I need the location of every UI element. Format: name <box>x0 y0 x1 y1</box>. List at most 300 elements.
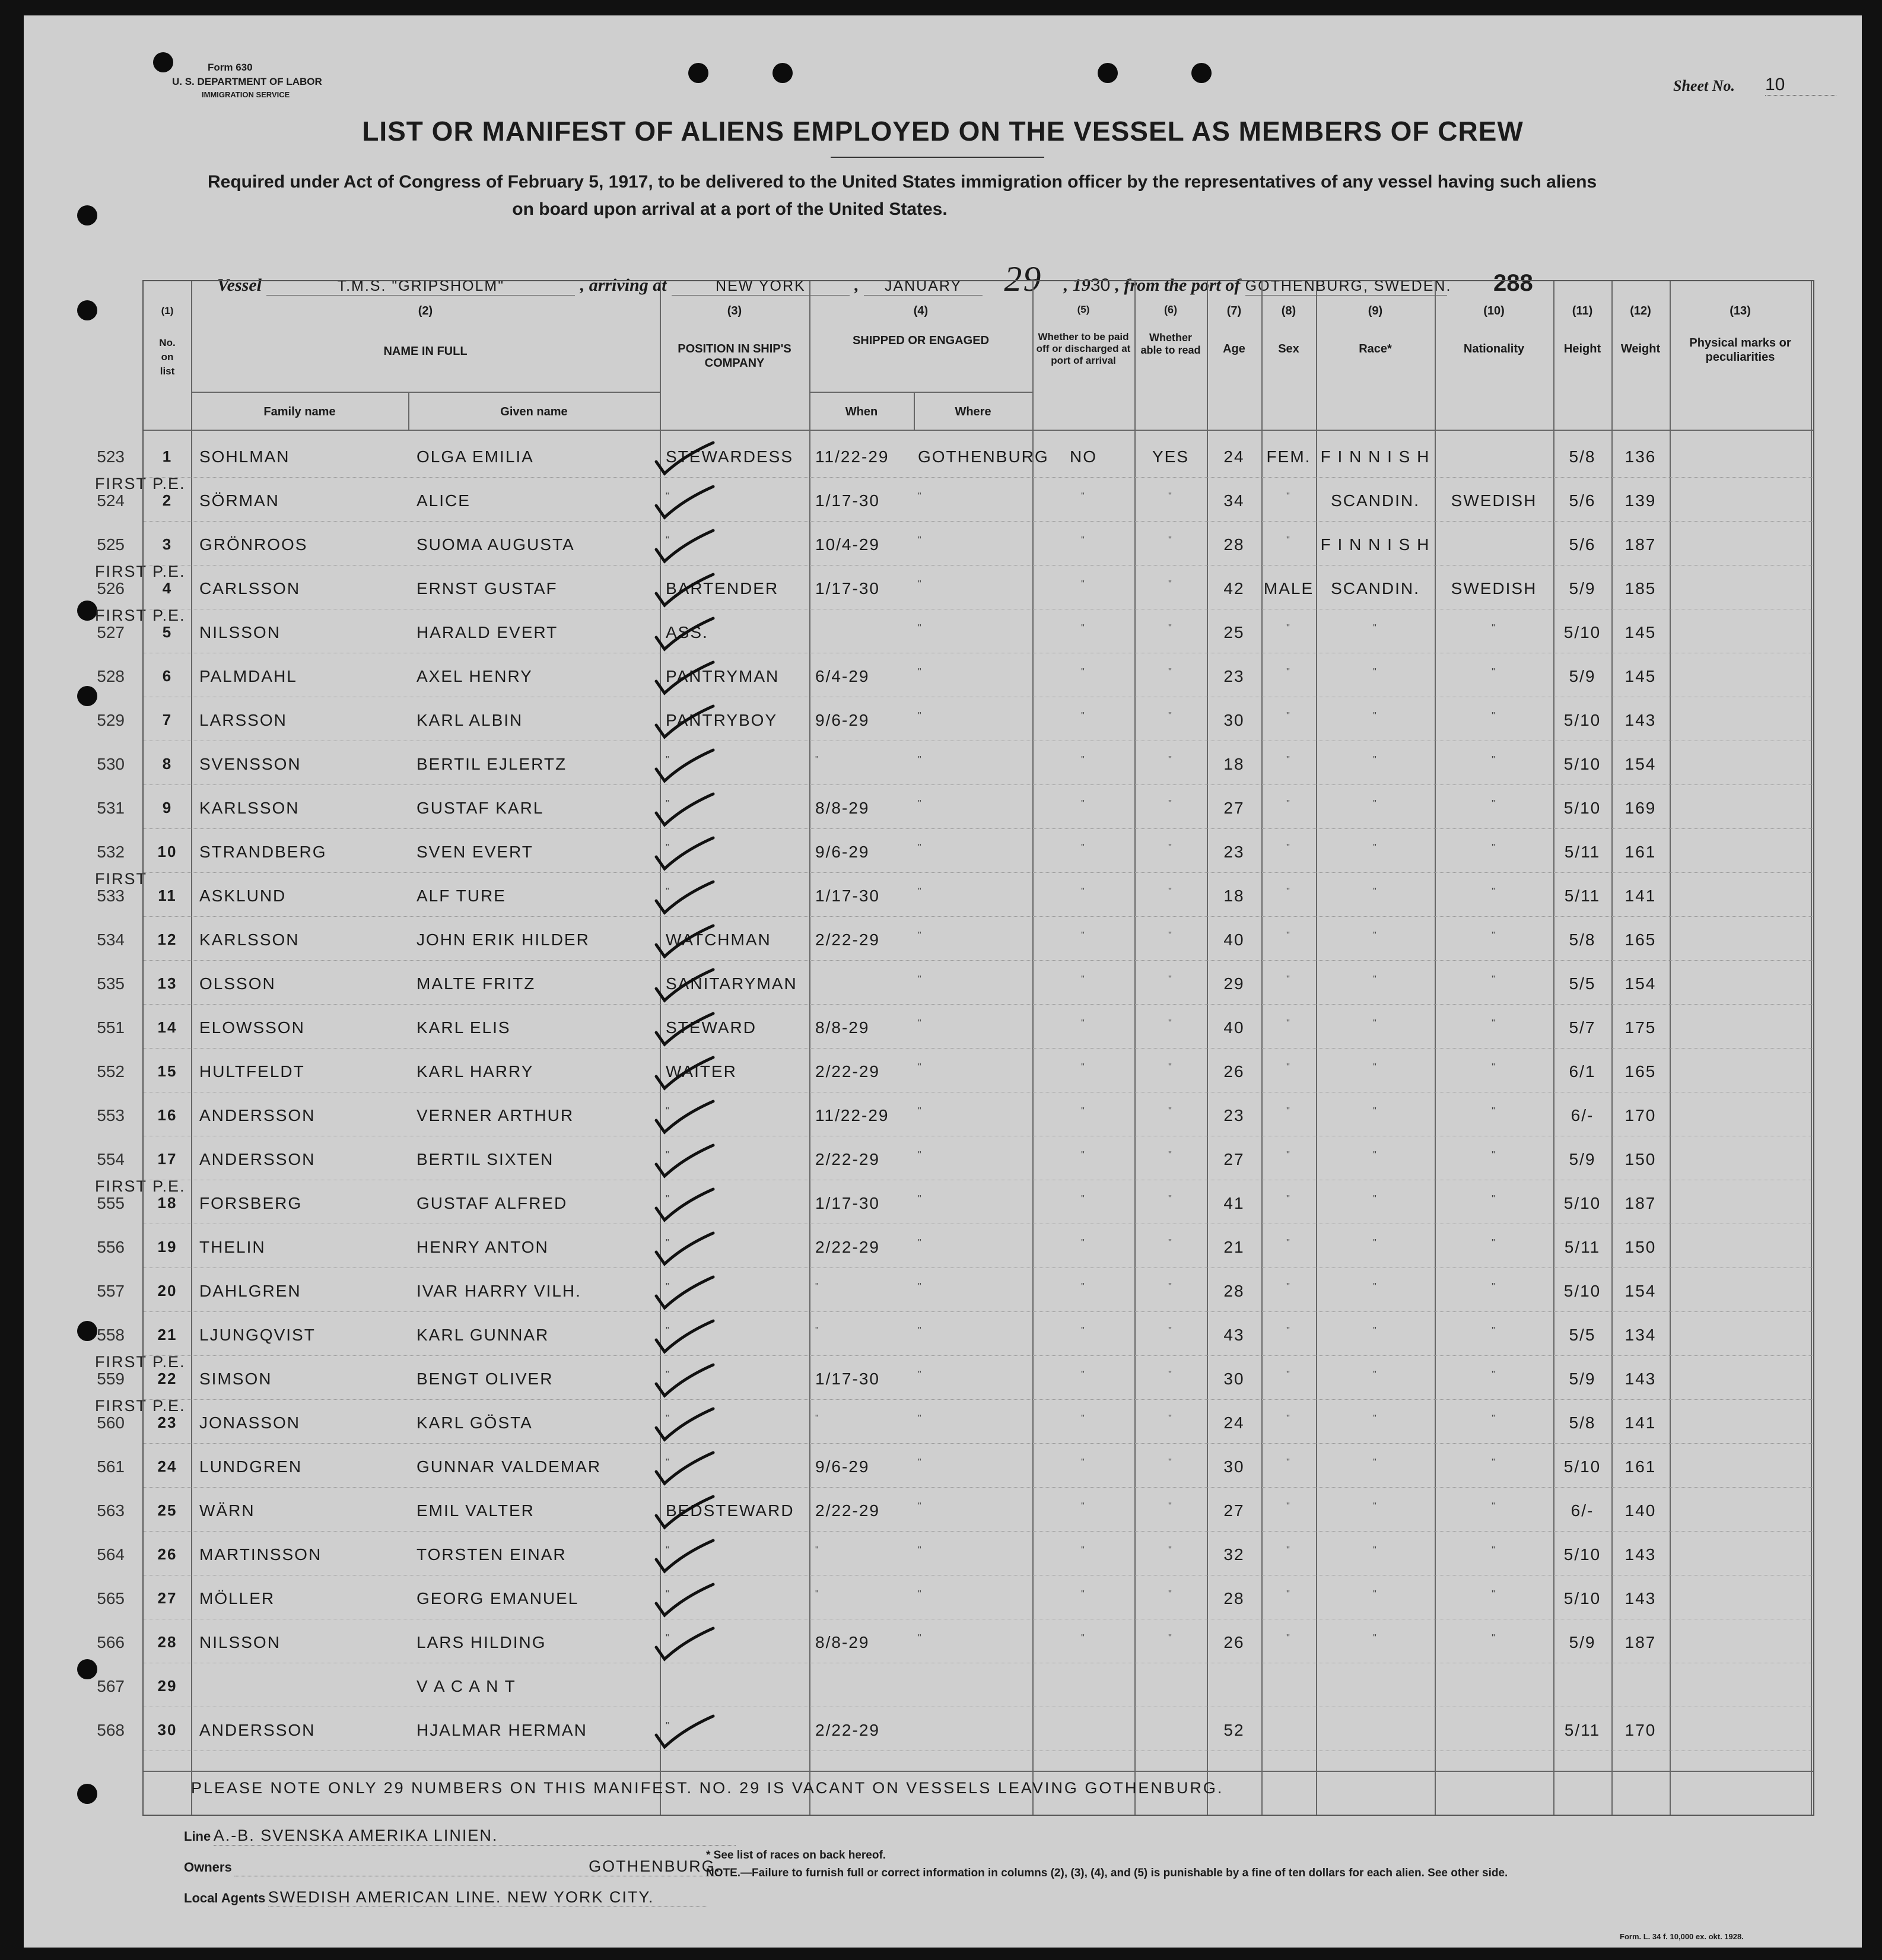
cell-when: 11/22-29 <box>815 447 889 466</box>
cell-where: " <box>918 887 923 897</box>
cell-read: " <box>1168 799 1173 809</box>
cell-given: HENRY ANTON <box>417 1238 549 1256</box>
cell-race: " <box>1373 1106 1378 1116</box>
cell-nat: " <box>1492 1018 1496 1028</box>
reference-number: 566 <box>97 1633 125 1651</box>
cell-sex: " <box>1286 1106 1291 1116</box>
cell-weight: 134 <box>1625 1326 1657 1344</box>
cell-height: 6/1 <box>1569 1062 1596 1081</box>
reference-number: 553 <box>97 1106 125 1124</box>
cell-height: 5/10 <box>1563 1457 1601 1476</box>
cell-sex: " <box>1286 755 1291 765</box>
cell-race: F I N N I S H <box>1320 535 1430 554</box>
check-mark-icon <box>654 1316 719 1358</box>
cell-nat: " <box>1492 711 1496 721</box>
check-mark-icon <box>654 965 719 1006</box>
row-rule <box>144 1487 1813 1488</box>
cell-age: 40 <box>1223 930 1245 949</box>
cell-race: " <box>1373 1633 1378 1643</box>
cell-paid: " <box>1081 974 1086 984</box>
cell-age: 26 <box>1223 1633 1245 1651</box>
cell-sex: MALE <box>1263 579 1314 598</box>
cell-when: " <box>815 1326 820 1336</box>
cell-weight: 161 <box>1625 1457 1657 1476</box>
reference-number: 556 <box>97 1238 125 1256</box>
subtitle-line2: on board upon arrival at a port of the United States. <box>512 199 948 219</box>
manifest-table <box>142 280 1814 1816</box>
arrival-day: 29 <box>1004 259 1042 298</box>
cell-position: " <box>666 1370 670 1380</box>
row-rule <box>144 1048 1813 1049</box>
punch-hole <box>688 63 708 83</box>
cell-nat: " <box>1492 1545 1496 1555</box>
check-mark-icon <box>654 657 719 699</box>
cell-position: ASS. <box>666 623 708 641</box>
reference-number: 524 <box>97 491 125 510</box>
reference-number: 555 <box>97 1194 125 1212</box>
reference-number: 532 <box>97 843 125 861</box>
cell-weight: 187 <box>1625 1633 1657 1651</box>
cell-nat: " <box>1492 1194 1496 1204</box>
cell-sex: FEM. <box>1266 447 1311 466</box>
cell-when: 9/6-29 <box>815 1457 870 1476</box>
cell-age: 23 <box>1223 1106 1245 1124</box>
cell-when: 6/4-29 <box>815 667 870 685</box>
col12-num: (12) <box>1630 304 1651 317</box>
cell-age: 40 <box>1223 1018 1245 1037</box>
cell-race: " <box>1373 1589 1378 1599</box>
cell-given: GEORG EMANUEL <box>417 1589 579 1608</box>
cell-nat: SWEDISH <box>1451 579 1537 598</box>
cell-read: " <box>1168 930 1173 941</box>
cell-when: " <box>815 1589 820 1599</box>
check-mark-icon <box>654 1360 719 1402</box>
owners-label: Owners <box>184 1860 232 1875</box>
cell-where: " <box>918 1194 923 1204</box>
cell-paid: " <box>1081 535 1086 545</box>
cell-read: " <box>1168 887 1173 897</box>
punch-hole <box>1098 63 1118 83</box>
first-pe-annotation: FIRST P.E. <box>95 475 186 493</box>
cell-weight: 150 <box>1625 1238 1657 1256</box>
cell-given: KARL GÖSTA <box>417 1413 533 1432</box>
cell-family: KARLSSON <box>199 930 300 949</box>
cell-given: IVAR HARRY VILH. <box>417 1282 581 1300</box>
cell-race: " <box>1373 755 1378 765</box>
cell-family: DAHLGREN <box>199 1282 301 1300</box>
cell-age: 32 <box>1223 1545 1245 1564</box>
cell-no: 28 <box>157 1633 177 1651</box>
cell-paid: " <box>1081 1238 1086 1248</box>
cell-sex: " <box>1286 1501 1291 1511</box>
cell-position: STEWARDESS <box>666 447 793 466</box>
cell-position: " <box>666 1545 670 1555</box>
cell-family: LUNDGREN <box>199 1457 303 1476</box>
reference-number: 529 <box>97 711 125 729</box>
cell-weight: 143 <box>1625 1545 1657 1564</box>
cell-where: " <box>918 667 923 677</box>
reference-number: 535 <box>97 974 125 993</box>
cell-position: " <box>666 1633 670 1643</box>
cell-paid: " <box>1081 1545 1086 1555</box>
sheet-label: Sheet No. <box>1673 77 1735 94</box>
cell-when: " <box>815 1545 820 1555</box>
cell-no: 25 <box>157 1501 177 1519</box>
cell-nat: SWEDISH <box>1451 491 1537 510</box>
cell-read: " <box>1168 1501 1173 1511</box>
cell-paid: " <box>1081 755 1086 765</box>
cell-given: SUOMA AUGUSTA <box>417 535 575 554</box>
check-mark-icon <box>654 1009 719 1050</box>
cell-paid: " <box>1081 491 1086 501</box>
cell-position: WATCHMAN <box>666 930 771 949</box>
cell-where: " <box>918 1589 923 1599</box>
col5-header: Whether to be paid off or discharged at port of arrival <box>1036 331 1131 366</box>
cell-nat: " <box>1492 1633 1496 1643</box>
cell-no: 9 <box>162 799 173 817</box>
cell-nat: " <box>1492 667 1496 677</box>
check-mark-icon <box>654 438 719 479</box>
col11-num: (11) <box>1572 304 1593 317</box>
cell-weight: 136 <box>1625 447 1657 466</box>
row-rule <box>144 872 1813 873</box>
reference-number: 568 <box>97 1721 125 1739</box>
line-field <box>184 1826 736 1845</box>
cell-race: " <box>1373 1018 1378 1028</box>
cell-given: ALF TURE <box>417 887 506 905</box>
cell-paid: " <box>1081 1106 1086 1116</box>
cell-family: NILSSON <box>199 623 281 641</box>
cell-read: " <box>1168 1106 1173 1116</box>
cell-where: " <box>918 799 923 809</box>
cell-where: GOTHENBURG <box>918 447 1049 466</box>
cell-given: KARL GUNNAR <box>417 1326 549 1344</box>
cell-age: 28 <box>1223 1282 1245 1300</box>
cell-given: BERTIL SIXTEN <box>417 1150 554 1168</box>
cell-weight: 143 <box>1625 711 1657 729</box>
cell-height: 5/5 <box>1569 974 1596 993</box>
check-mark-icon <box>654 614 719 655</box>
cell-read: " <box>1168 1018 1173 1028</box>
cell-height: 5/10 <box>1563 1589 1601 1608</box>
cell-when: " <box>815 1413 820 1424</box>
cell-read: " <box>1168 1633 1173 1643</box>
cell-position: " <box>666 1194 670 1204</box>
punch-hole <box>77 601 97 621</box>
check-mark-icon <box>654 833 719 875</box>
cell-age: 23 <box>1223 843 1245 861</box>
reference-number: 551 <box>97 1018 125 1037</box>
reference-number: 559 <box>97 1370 125 1388</box>
cell-given: KARL ELIS <box>417 1018 511 1037</box>
cell-family: ANDERSSON <box>199 1721 316 1739</box>
table-note: PLEASE NOTE ONLY 29 NUMBERS ON THIS MANIFEST. NO. 29 IS VACANT ON VESSELS LEAVING GOTHENBURG. <box>191 1779 1224 1797</box>
row-rule <box>144 565 1813 566</box>
year-prefix: , 19 <box>1063 275 1091 295</box>
cell-paid: " <box>1081 1194 1086 1204</box>
col9-header: Race* <box>1359 342 1392 355</box>
cell-sex: " <box>1286 887 1291 897</box>
cell-when: 8/8-29 <box>815 799 870 817</box>
punch-hole <box>1191 63 1212 83</box>
cell-no: 20 <box>157 1282 177 1300</box>
cell-where: " <box>918 1545 923 1555</box>
cell-age: 21 <box>1223 1238 1245 1256</box>
reference-number: 557 <box>97 1282 125 1300</box>
cell-sex: " <box>1286 1150 1291 1160</box>
col11-header: Height <box>1563 342 1601 355</box>
cell-where: " <box>918 579 923 589</box>
reference-number: 563 <box>97 1501 125 1520</box>
cell-height: 5/9 <box>1569 579 1596 598</box>
cell-weight: 141 <box>1625 887 1657 905</box>
cell-sex: " <box>1286 843 1291 853</box>
cell-sex: " <box>1286 1589 1291 1599</box>
cell-when: 10/4-29 <box>815 535 880 554</box>
cell-paid: " <box>1081 843 1086 853</box>
cell-height: 5/11 <box>1564 1238 1601 1256</box>
title-rule <box>831 157 1044 158</box>
cell-nat: " <box>1492 1370 1496 1380</box>
cell-age: 26 <box>1223 1062 1245 1081</box>
cell-given: HJALMAR HERMAN <box>417 1721 587 1739</box>
cell-age: 23 <box>1223 667 1245 685</box>
cell-read: " <box>1168 1282 1173 1292</box>
cell-position: " <box>666 843 670 853</box>
cell-no: 23 <box>157 1413 177 1431</box>
cell-position: WAITER <box>666 1062 737 1081</box>
cell-read: YES <box>1152 447 1190 466</box>
cell-position: " <box>666 1326 670 1336</box>
cell-sex: " <box>1286 1457 1291 1467</box>
cell-where: " <box>918 1370 923 1380</box>
cell-nat: " <box>1492 1413 1496 1424</box>
cell-weight: 187 <box>1625 1194 1657 1212</box>
cell-given: V A C A N T <box>417 1677 516 1695</box>
cell-nat: " <box>1492 1282 1496 1292</box>
check-mark-icon <box>654 1141 719 1182</box>
cell-position: " <box>666 799 670 809</box>
cell-weight: 185 <box>1625 579 1657 598</box>
reference-number: 558 <box>97 1326 125 1344</box>
punch-hole <box>77 300 97 320</box>
cell-no: 22 <box>157 1370 177 1387</box>
cell-family: LJUNGQVIST <box>199 1326 316 1344</box>
cell-sex: " <box>1286 711 1291 721</box>
cell-height: 6/- <box>1571 1501 1594 1520</box>
cell-height: 5/6 <box>1569 535 1596 554</box>
cell-nat: " <box>1492 887 1496 897</box>
punch-hole <box>772 63 793 83</box>
cell-paid: " <box>1081 1018 1086 1028</box>
cell-given: TORSTEN EINAR <box>417 1545 567 1564</box>
col6-num: (6) <box>1164 304 1177 316</box>
row-rule <box>144 1399 1813 1400</box>
cell-sex: " <box>1286 623 1291 633</box>
reference-number: 528 <box>97 667 125 685</box>
cell-nat: " <box>1492 1238 1496 1248</box>
cell-no: 21 <box>157 1326 177 1343</box>
cell-height: 5/9 <box>1569 667 1596 685</box>
department: U. S. DEPARTMENT OF LABOR <box>172 76 322 87</box>
check-mark-icon <box>654 921 719 962</box>
cell-family: ASKLUND <box>199 887 287 905</box>
reference-number: 533 <box>97 887 125 905</box>
row-rule <box>144 1443 1813 1444</box>
cell-nat: " <box>1492 1589 1496 1599</box>
cell-race: " <box>1373 843 1378 853</box>
cell-weight: 165 <box>1625 1062 1657 1081</box>
check-mark-icon <box>654 1624 719 1665</box>
cell-height: 5/11 <box>1564 1721 1601 1739</box>
cell-height: 5/10 <box>1563 711 1601 729</box>
cell-read: " <box>1168 1326 1173 1336</box>
from-label: , from the port of <box>1115 275 1241 295</box>
cell-no: 15 <box>157 1062 177 1080</box>
cell-where: " <box>918 535 923 545</box>
cell-when: " <box>815 1282 820 1292</box>
cell-sex: " <box>1286 1062 1291 1072</box>
cell-weight: 154 <box>1625 755 1657 773</box>
check-mark-icon <box>654 1228 719 1270</box>
cell-read: " <box>1168 1238 1173 1248</box>
cell-race: " <box>1373 711 1378 721</box>
cell-age: 28 <box>1223 535 1245 554</box>
cell-no: 6 <box>162 667 173 685</box>
cell-family: THELIN <box>199 1238 266 1256</box>
cell-given: GUSTAF ALFRED <box>417 1194 568 1212</box>
check-mark-icon <box>654 701 719 743</box>
cell-height: 5/8 <box>1569 447 1596 466</box>
cell-given: KARL ALBIN <box>417 711 523 729</box>
cell-where: " <box>918 1457 923 1467</box>
from-port: GOTHENBURG, SWEDEN. <box>1245 278 1452 294</box>
cell-given: KARL HARRY <box>417 1062 534 1081</box>
cell-when: 2/22-29 <box>815 1238 880 1256</box>
cell-weight: 143 <box>1625 1589 1657 1608</box>
cell-read: " <box>1168 711 1173 721</box>
vessel-label: Vessel <box>217 275 262 295</box>
cell-read: " <box>1168 843 1173 853</box>
col2a-header: Family name <box>263 405 336 418</box>
cell-weight: 143 <box>1625 1370 1657 1388</box>
cell-read: " <box>1168 755 1173 765</box>
cell-when: 11/22-29 <box>815 1106 889 1124</box>
cell-where: " <box>918 843 923 853</box>
cell-family: KARLSSON <box>199 799 300 817</box>
cell-nat: " <box>1492 799 1496 809</box>
cell-read: " <box>1168 1062 1173 1072</box>
check-mark-icon <box>654 526 719 567</box>
cell-read: " <box>1168 974 1173 984</box>
vessel-line: Vessel T.M.S. "GRIPSHOLM" , arriving at NEW YORK , JANUARY 29 , 1930 , from the port of GOTHENBURG, SWEDEN. 288 <box>217 259 1533 298</box>
cell-nat: " <box>1492 623 1496 633</box>
row-rule <box>144 960 1813 961</box>
reference-number: 554 <box>97 1150 125 1168</box>
cell-where: " <box>918 974 923 984</box>
cell-sex: " <box>1286 667 1291 677</box>
cell-age: 41 <box>1223 1194 1245 1212</box>
cell-race: " <box>1373 1238 1378 1248</box>
cell-paid: " <box>1081 579 1086 589</box>
reference-number: 534 <box>97 930 125 949</box>
cell-family: STRANDBERG <box>199 843 327 861</box>
cell-no: 4 <box>162 579 173 597</box>
reference-number: 552 <box>97 1062 125 1081</box>
check-mark-icon <box>654 1053 719 1094</box>
manifest-sheet <box>24 15 1862 1948</box>
check-mark-icon <box>654 745 719 787</box>
cell-read: " <box>1168 623 1173 633</box>
cell-when: 2/22-29 <box>815 930 880 949</box>
cell-family: FORSBERG <box>199 1194 303 1212</box>
reference-number: 560 <box>97 1413 125 1432</box>
cell-when: 2/22-29 <box>815 1501 880 1520</box>
cell-position: STEWARD <box>666 1018 756 1037</box>
cell-race: " <box>1373 623 1378 633</box>
cell-height: 5/10 <box>1563 1194 1601 1212</box>
cell-sex: " <box>1286 1282 1291 1292</box>
cell-family: PALMDAHL <box>199 667 297 685</box>
cell-sex: " <box>1286 1633 1291 1643</box>
cell-where: " <box>918 623 923 633</box>
cell-paid: NO <box>1070 447 1097 466</box>
cell-paid: " <box>1081 1457 1086 1467</box>
cell-paid: " <box>1081 1370 1086 1380</box>
cell-when: 8/8-29 <box>815 1633 870 1651</box>
cell-no: 7 <box>162 711 173 729</box>
cell-race: F I N N I S H <box>1320 447 1430 466</box>
cell-height: 5/10 <box>1563 623 1601 641</box>
cell-height: 5/11 <box>1564 843 1601 861</box>
cell-weight: 187 <box>1625 535 1657 554</box>
cell-where: " <box>918 1106 923 1116</box>
cell-race: " <box>1373 1545 1378 1555</box>
cell-family: JONASSON <box>199 1413 301 1432</box>
agents-value: SWEDISH AMERICAN LINE. NEW YORK CITY. <box>268 1888 707 1907</box>
cell-no: 13 <box>157 974 177 992</box>
reference-number: 531 <box>97 799 125 817</box>
cell-paid: " <box>1081 1501 1086 1511</box>
cell-paid: " <box>1081 1633 1086 1643</box>
arrival-month: JANUARY <box>864 278 983 296</box>
cell-read: " <box>1168 579 1173 589</box>
cell-given: ERNST GUSTAF <box>417 579 558 598</box>
cell-position: " <box>666 1106 670 1116</box>
cell-race: SCANDIN. <box>1331 491 1420 510</box>
reference-number: 561 <box>97 1457 125 1476</box>
reference-number: 565 <box>97 1589 125 1608</box>
cell-given: GUSTAF KARL <box>417 799 544 817</box>
col7-num: (7) <box>1226 304 1242 317</box>
owners-value: GOTHENBURG. <box>234 1857 721 1876</box>
cell-read: " <box>1168 1457 1173 1467</box>
cell-height: 5/8 <box>1569 1413 1596 1432</box>
cell-age: 27 <box>1223 799 1245 817</box>
cell-nat: " <box>1492 755 1496 765</box>
penalty-note: NOTE.—Failure to furnish full or correct information in columns (2), (3), (4), and (5) is punishable by a fine of ten dollars for each alien. See other side. <box>706 1867 1508 1879</box>
cell-age: 43 <box>1223 1326 1245 1344</box>
reference-number: 527 <box>97 623 125 641</box>
cell-age: 18 <box>1223 755 1245 773</box>
cell-when: 1/17-30 <box>815 887 880 905</box>
col4a-header: When <box>845 405 878 418</box>
cell-age: 30 <box>1223 1370 1245 1388</box>
cell-position: SANITARYMAN <box>666 974 797 993</box>
cell-family: NILSSON <box>199 1633 281 1651</box>
cell-nat: " <box>1492 974 1496 984</box>
cell-read: " <box>1168 1413 1173 1424</box>
